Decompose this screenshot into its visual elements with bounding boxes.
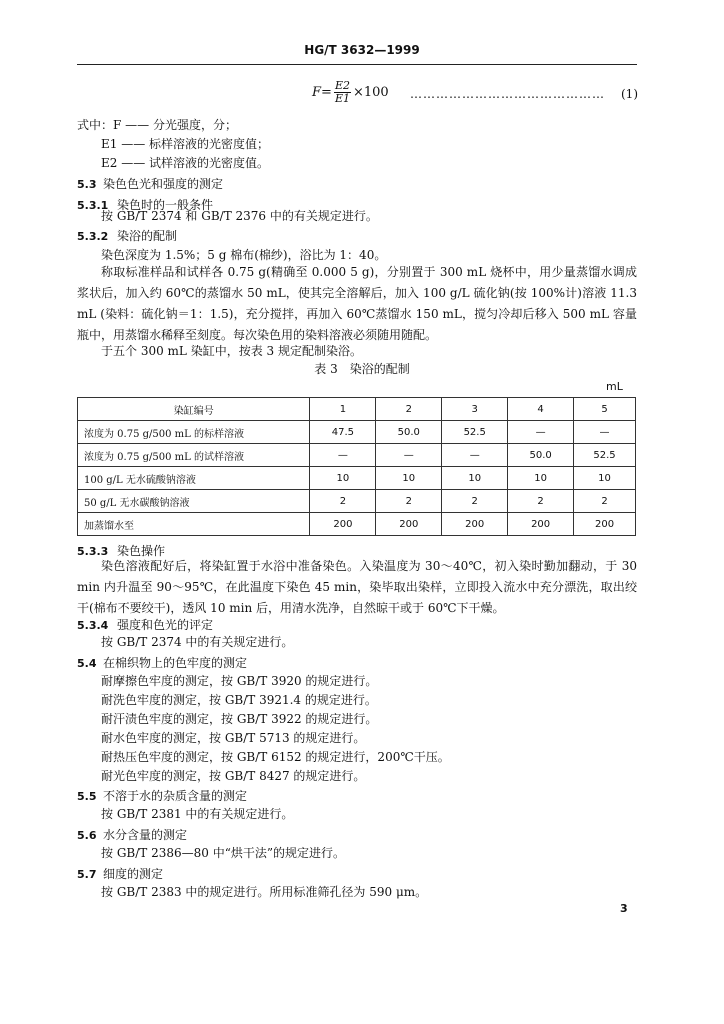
section-5-3-3-body: 染色溶液配好后，将染缸置于水浴中准备染色。入染温度为 30～40℃，初入染时勤加翻动，于 30 min 内升温至 90～95℃，在此温度下染色 45 min，染毕取出染样，立即投入流水中充分漂洗，取出绞干(棉布不要绞干)，透风 10 min 后，用清水洗净，自然晾干或于 60℃下干燥。 bbox=[77, 559, 637, 615]
section-5-3-4-heading bbox=[77, 616, 213, 633]
legend-e1: E1 —— 标样溶液的光密度值； bbox=[101, 137, 270, 151]
dye-bath-table bbox=[77, 397, 636, 536]
section-5-7-number: 5.7 bbox=[77, 868, 97, 881]
legend-e2: E2 —— 试样溶液的光密度值。 bbox=[101, 156, 270, 170]
table-cell: 加蒸馏水至 bbox=[78, 513, 310, 536]
table-header-row bbox=[78, 398, 636, 421]
section-5-3-2-title: 染浴的配制 bbox=[117, 229, 178, 243]
table-header-cell: 1 bbox=[310, 398, 376, 421]
formula-lhs: F bbox=[312, 85, 322, 100]
section-5-3-3-title: 染色操作 bbox=[117, 544, 166, 558]
section-5-3-1-number: 5.3.1 bbox=[77, 199, 109, 212]
table-cell: — bbox=[310, 444, 376, 467]
table-row bbox=[78, 513, 636, 536]
table-cell: 200 bbox=[310, 513, 376, 536]
table-cell: 10 bbox=[442, 467, 508, 490]
section-5-3-1-title: 染色时的一般条件 bbox=[117, 198, 214, 212]
section-5-3-title: 染色色光和强度的测定 bbox=[103, 177, 224, 191]
table-header-cell: 5 bbox=[574, 398, 636, 421]
section-5-6-number: 5.6 bbox=[77, 829, 97, 842]
table-row bbox=[78, 467, 636, 490]
section-5-4-title: 在棉织物上的色牢度的测定 bbox=[103, 656, 248, 670]
section-5-5-title: 不溶于水的杂质含量的测定 bbox=[103, 789, 248, 803]
section-5-3-4-number: 5.3.4 bbox=[77, 619, 109, 632]
table-cell: 2 bbox=[442, 490, 508, 513]
table-cell: 47.5 bbox=[310, 421, 376, 444]
table-cell: 52.5 bbox=[442, 421, 508, 444]
table-header-cell: 4 bbox=[508, 398, 574, 421]
table-cell: — bbox=[442, 444, 508, 467]
document-code-header: HG/T 3632—1999 bbox=[304, 43, 420, 57]
table-row bbox=[78, 444, 636, 467]
table-cell: 2 bbox=[508, 490, 574, 513]
section-5-3-heading bbox=[77, 175, 223, 192]
table-cell: 10 bbox=[310, 467, 376, 490]
table-cell: 50 g/L 无水碳酸钠溶液 bbox=[78, 490, 310, 513]
table-cell: — bbox=[574, 421, 636, 444]
table-row bbox=[78, 490, 636, 513]
fastness-line: 耐水色牢度的测定，按 GB/T 5713 的规定进行。 bbox=[101, 731, 366, 745]
formula-fraction bbox=[334, 80, 351, 105]
section-5-7-heading bbox=[77, 865, 163, 882]
table-cell: 200 bbox=[508, 513, 574, 536]
fastness-line: 耐洗色牢度的测定，按 GB/T 3921.4 的规定进行。 bbox=[101, 693, 377, 707]
formula-times: ×100 bbox=[352, 85, 389, 100]
section-5-6-title: 水分含量的测定 bbox=[103, 828, 188, 842]
section-5-3-2-heading bbox=[77, 227, 177, 244]
table-cell: 200 bbox=[442, 513, 508, 536]
table-cell: — bbox=[376, 444, 442, 467]
table-cell: 浓度为 0.75 g/500 mL 的标样溶液 bbox=[78, 421, 310, 444]
table-row bbox=[78, 421, 636, 444]
equation-number: (1) bbox=[621, 87, 638, 101]
formula bbox=[312, 80, 389, 105]
table-cell: 2 bbox=[574, 490, 636, 513]
section-5-3-4-body: 按 GB/T 2374 中的有关规定进行。 bbox=[101, 635, 294, 649]
section-5-4-heading bbox=[77, 654, 247, 671]
section-5-5-heading bbox=[77, 787, 247, 804]
section-5-3-2-para1: 染色深度为 1.5%；5 g 棉布(棉纱)，浴比为 1：40。 bbox=[101, 248, 387, 262]
page-number: 3 bbox=[620, 902, 628, 915]
section-5-6-body: 按 GB/T 2386—80 中“烘干法”的规定进行。 bbox=[101, 846, 345, 860]
table-cell: 100 g/L 无水硫酸钠溶液 bbox=[78, 467, 310, 490]
fastness-line: 耐光色牢度的测定，按 GB/T 8427 的规定进行。 bbox=[101, 769, 366, 783]
table-cell: 2 bbox=[310, 490, 376, 513]
table-unit: mL bbox=[606, 380, 623, 393]
table-caption: 表 3 染浴的配制 bbox=[314, 362, 410, 376]
formula-leader: ……………………………………… bbox=[410, 87, 605, 101]
section-5-7-body: 按 GB/T 2383 中的规定进行。所用标准筛孔径为 590 μm。 bbox=[101, 885, 428, 899]
table-cell: 50.0 bbox=[508, 444, 574, 467]
table-cell: — bbox=[508, 421, 574, 444]
section-5-3-2-para3: 于五个 300 mL 染缸中，按表 3 规定配制染浴。 bbox=[101, 344, 362, 358]
fastness-line: 耐摩擦色牢度的测定，按 GB/T 3920 的规定进行。 bbox=[101, 674, 378, 688]
table-cell: 10 bbox=[508, 467, 574, 490]
table-header-cell: 3 bbox=[442, 398, 508, 421]
table-cell: 10 bbox=[376, 467, 442, 490]
legend-f: 式中：F —— 分光强度，分； bbox=[77, 118, 237, 132]
table-cell: 52.5 bbox=[574, 444, 636, 467]
table-cell: 2 bbox=[376, 490, 442, 513]
section-5-4-number: 5.4 bbox=[77, 657, 97, 670]
section-5-5-body: 按 GB/T 2381 中的有关规定进行。 bbox=[101, 807, 294, 821]
table-cell: 200 bbox=[376, 513, 442, 536]
section-5-3-number: 5.3 bbox=[77, 178, 97, 191]
formula-denominator: E1 bbox=[334, 92, 350, 105]
section-5-3-3-number: 5.3.3 bbox=[77, 545, 109, 558]
section-5-3-1-body: 按 GB/T 2374 和 GB/T 2376 中的有关规定进行。 bbox=[101, 209, 378, 223]
formula-eq: = bbox=[321, 85, 332, 100]
section-5-3-2-para2: 称取标准样品和试样各 0.75 g(精确至 0.000 5 g)，分别置于 300 mL 烧杯中，用少量蒸馏水调成浆状后，加入约 60℃的蒸馏水 50 mL，使其完全溶解后，加入 100 g/L 硫化钠(按 100%计)溶液 11.3 mL (染料：硫化钠＝1：1.5)，充分搅拌，再加入 60℃蒸馏水 150 mL，搅匀冷却后移入 500 mL 容量瓶中，用蒸馏水稀释至刻度。每次染色用的染料溶液必须随用随配。 bbox=[77, 265, 637, 342]
section-5-7-title: 细度的测定 bbox=[103, 867, 164, 881]
table-cell: 200 bbox=[574, 513, 636, 536]
table-header-cell: 染缸编号 bbox=[78, 398, 310, 421]
section-5-6-heading bbox=[77, 826, 187, 843]
table-cell: 50.0 bbox=[376, 421, 442, 444]
fastness-line: 耐热压色牢度的测定，按 GB/T 6152 的规定进行，200℃干压。 bbox=[101, 750, 450, 764]
section-5-5-number: 5.5 bbox=[77, 790, 97, 803]
section-5-3-4-title: 强度和色光的评定 bbox=[117, 618, 214, 632]
table-cell: 浓度为 0.75 g/500 mL 的试样溶液 bbox=[78, 444, 310, 467]
section-5-3-2-number: 5.3.2 bbox=[77, 230, 109, 243]
table-header-cell: 2 bbox=[376, 398, 442, 421]
table-cell: 10 bbox=[574, 467, 636, 490]
fastness-line: 耐汗渍色牢度的测定，按 GB/T 3922 的规定进行。 bbox=[101, 712, 378, 726]
header-rule bbox=[77, 64, 637, 65]
formula-numerator: E2 bbox=[334, 79, 350, 92]
